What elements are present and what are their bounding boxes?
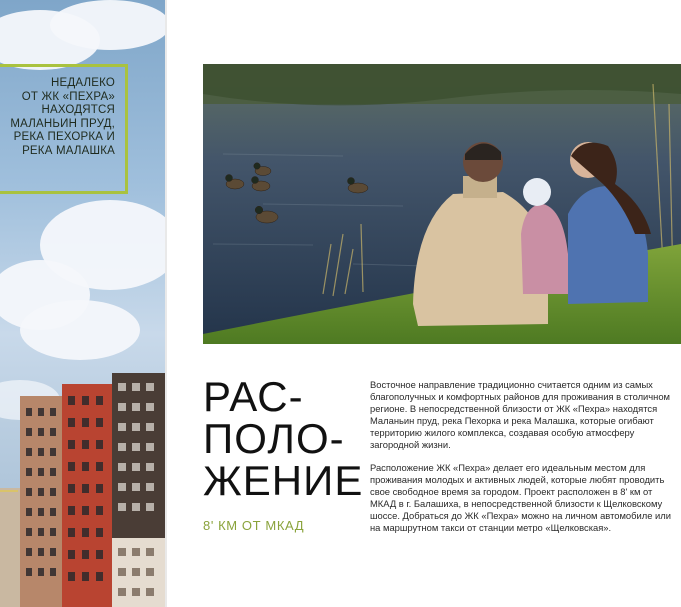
callout-text — [5, 77, 115, 158]
callout-line: НАХОДЯТСЯ — [41, 104, 115, 116]
callout-line: ОТ ЖК «ПЕХРА» — [21, 90, 115, 103]
distance-label: 8' КМ ОТ МКАД — [203, 518, 305, 533]
left-photo-strip — [0, 0, 165, 607]
callout-line: РЕКА ПЕХОРКА И — [13, 131, 115, 143]
callout-line: НЕДАЛЕКО — [50, 77, 115, 89]
pond-family-photo — [203, 64, 681, 344]
paragraph: Восточное направление традиционно считается одним из самых благополучных и комфортных районов для проживания в столичном регионе. В непосредственной близости от ЖК «Пехра» находятся Маланьин пруд, река Пехорка и река Малашка, которые огибают территорию жилого комплекса, создавая особую атмосферу загородной жизни. — [370, 379, 671, 451]
pond-scene-illustration — [203, 64, 681, 344]
heading-line: ПОЛО- — [203, 415, 345, 462]
cloud — [50, 0, 165, 50]
callout-line: РЕКА МАЛАШКА — [22, 144, 115, 157]
section-heading — [203, 373, 364, 504]
callout-box — [0, 64, 128, 194]
callout-line: МАЛАНЬИН ПРУД, — [10, 117, 115, 130]
body-text — [370, 379, 678, 544]
heading-line: ЖЕНИЕ — [203, 457, 364, 504]
apartment-building-image — [0, 368, 165, 607]
heading-line: РАС- — [203, 373, 304, 420]
page-gutter — [165, 0, 167, 607]
paragraph: Расположение ЖК «Пехра» делает его идеальным местом для проживания молодых и активных людей, которые любят проводить свое свободное время за городом. Проект расположен в 8' км от МКАД в г. Балашиха, в непосредственной близости к Щелковскому шоссе. Добраться до ЖК «Пехра» можно на личном автомобиле или на маршрутном такси от станции метро «Щелковская». — [370, 461, 671, 534]
cloud — [20, 300, 140, 360]
